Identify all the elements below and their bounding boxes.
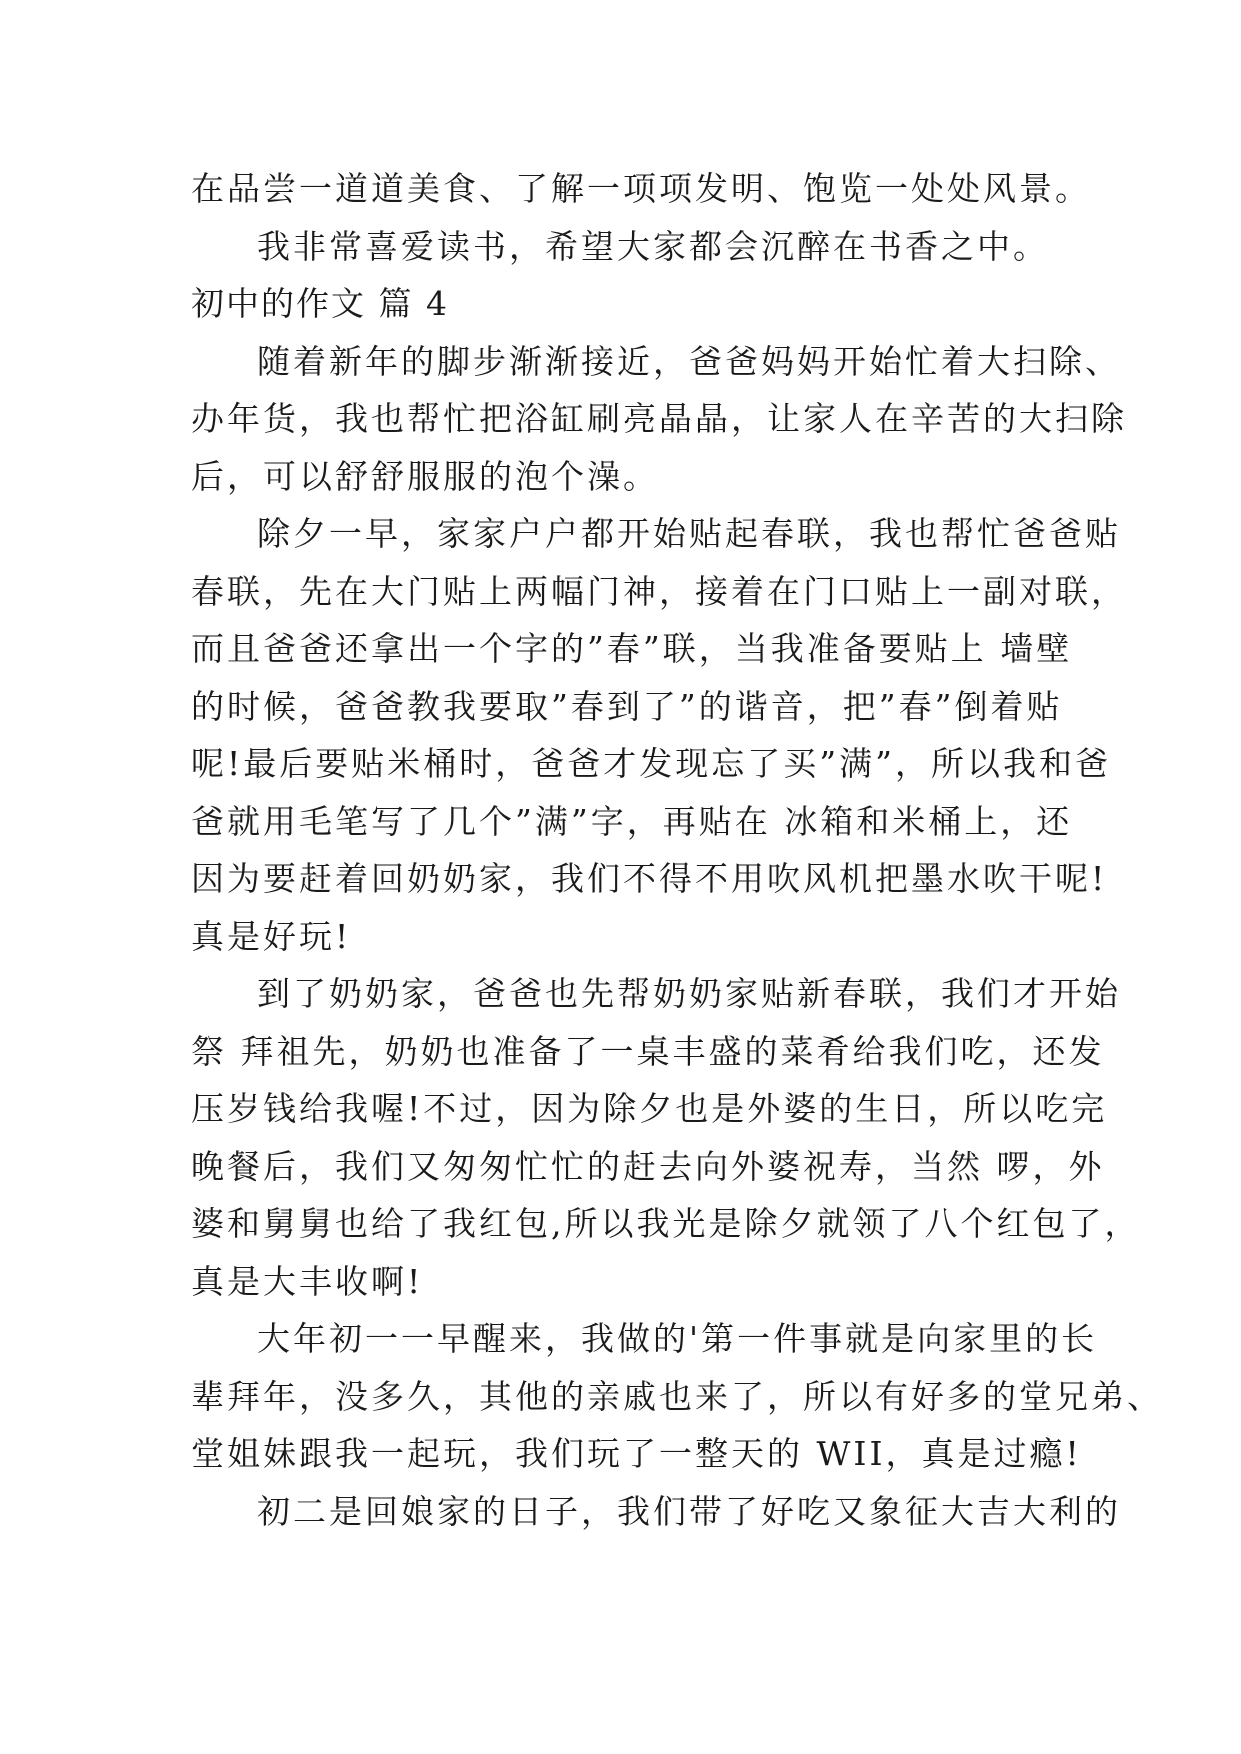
text-line: 办年货，我也帮忙把浴缸刷亮晶晶，让家人在辛苦的大扫除 — [191, 399, 1127, 438]
text-line: 祭 拜祖先，奶奶也准备了一桌丰盛的菜肴给我们吃，还发 — [191, 1031, 1105, 1071]
text-line: 呢!最后要贴米桶时，爸爸才发现忘了买”满”，所以我和爸 — [191, 744, 1112, 783]
text-line: 初二是回娘家的日子，我们带了好吃又象征大吉大利的 — [257, 1491, 1121, 1531]
text-line: 爸就用毛笔写了几个”满”字，再贴在 冰箱和米桶上，还 — [191, 801, 1073, 841]
text-line: 而且爸爸还拿出一个字的”春”联，当我准备要贴上 墙壁 — [191, 629, 1073, 668]
section-heading: 初中的作文 篇 4 — [191, 284, 449, 323]
text-line: 辈拜年，没多久，其他的亲戚也来了，所以有好多的堂兄弟、 — [191, 1376, 1163, 1416]
text-line: 真是好玩! — [191, 916, 352, 956]
text-line: 真是大丰收啊! — [191, 1261, 424, 1301]
text-line: 大年初一一早醒来，我做的'第一件事就是向家里的长 — [257, 1319, 1098, 1358]
text-line: 我非常喜爱读书，希望大家都会沉醉在书香之中。 — [257, 226, 1049, 266]
text-line: 婆和舅舅也给了我红包,所以我光是除夕就领了八个红包了， — [191, 1204, 1141, 1243]
text-line: 除夕一早，家家户户都开始贴起春联，我也帮忙爸爸贴 — [257, 514, 1121, 553]
document-body — [191, 160, 1163, 1540]
text-line: 堂姐妹跟我一起玩，我们玩了一整天的 WII，真是过瘾! — [191, 1434, 1082, 1473]
text-line: 随着新年的脚步渐渐接近，爸爸妈妈开始忙着大扫除、 — [257, 341, 1121, 381]
text-line: 的时候，爸爸教我要取”春到了”的谐音，把”春”倒着贴 — [191, 686, 1063, 726]
text-line: 春联，先在大门贴上两幅门神，接着在门口贴上一副对联， — [191, 571, 1127, 611]
text-line: 到了奶奶家，爸爸也先帮奶奶家贴新春联，我们才开始 — [257, 974, 1121, 1013]
text-line: 因为要赶着回奶奶家，我们不得不用吹风机把墨水吹干呢! — [191, 859, 1108, 898]
text-line: 晚餐后，我们又匆匆忙忙的赶去向外婆祝寿，当然 啰，外 — [191, 1146, 1105, 1186]
text-line: 后，可以舒舒服服的泡个澡。 — [191, 456, 659, 496]
text-line: 在品尝一道道美食、了解一项项发明、饱览一处处风景。 — [191, 169, 1091, 208]
text-line: 压岁钱给我喔!不过，因为除夕也是外婆的生日，所以吃完 — [191, 1089, 1108, 1128]
